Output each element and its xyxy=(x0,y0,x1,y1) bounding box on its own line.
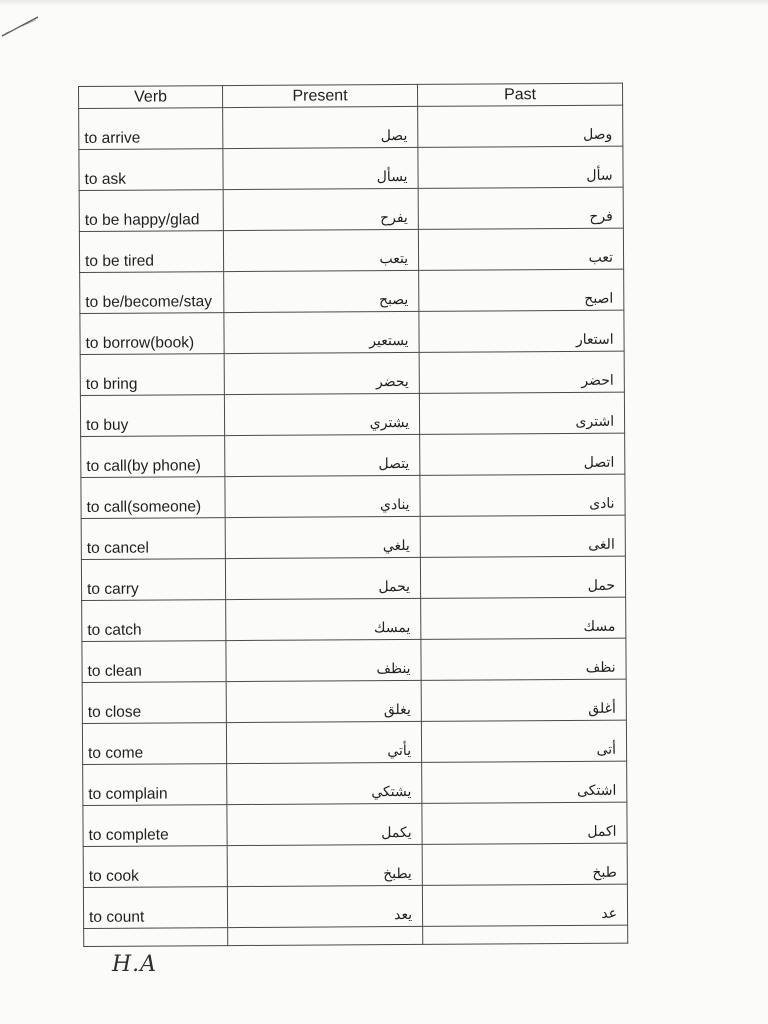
table-row xyxy=(80,310,624,354)
verb-cell: to bring xyxy=(80,354,224,396)
table-row xyxy=(79,146,623,190)
present-cell: يستعير xyxy=(224,311,419,353)
past-cell: استعار xyxy=(419,310,624,352)
present-cell: يشتري xyxy=(224,393,419,435)
table-row xyxy=(80,351,624,395)
table-row xyxy=(81,515,625,559)
verb-cell: to call(by phone) xyxy=(81,436,225,478)
verb-cell: to close xyxy=(82,682,226,724)
past-cell: حمل xyxy=(420,556,625,598)
verb-cell: to carry xyxy=(81,559,225,601)
table-body xyxy=(79,105,628,946)
empty-table-row xyxy=(84,925,628,946)
table-row xyxy=(82,679,626,723)
verb-cell: to be happy/glad xyxy=(79,190,223,232)
table-row xyxy=(82,638,626,682)
verb-cell: to arrive xyxy=(79,108,223,150)
past-cell: الغى xyxy=(420,515,625,557)
header-verb: Verb xyxy=(79,86,223,109)
table-row xyxy=(81,556,625,600)
verb-cell: to complete xyxy=(83,805,227,847)
table-row xyxy=(83,884,627,928)
table-row xyxy=(79,228,623,272)
present-cell: يصل xyxy=(223,106,418,148)
present-cell: يكمل xyxy=(227,803,422,845)
verb-cell: to borrow(book) xyxy=(80,313,224,355)
pen-stroke-mark xyxy=(0,0,60,40)
past-cell: عد xyxy=(422,884,627,926)
past-cell: تعب xyxy=(418,228,623,270)
present-cell: ينادي xyxy=(225,475,420,517)
verb-cell: to be tired xyxy=(79,231,223,273)
present-cell: يشتكي xyxy=(227,762,422,804)
present-cell: يمسك xyxy=(226,598,421,640)
present-cell: يغلق xyxy=(226,680,421,722)
past-cell: سأل xyxy=(418,146,623,188)
past-cell: احضر xyxy=(419,351,624,393)
past-cell: اشتكى xyxy=(422,761,627,803)
table-row xyxy=(79,187,623,231)
empty-cell xyxy=(84,928,228,947)
table-row xyxy=(83,761,627,805)
present-cell: يتعب xyxy=(223,229,418,271)
present-cell: يلغي xyxy=(225,516,420,558)
past-cell: مسك xyxy=(421,597,626,639)
past-cell: اصبح xyxy=(419,269,624,311)
verb-cell: to complain xyxy=(83,764,227,806)
verb-cell: to buy xyxy=(80,395,224,437)
verb-cell: to come xyxy=(82,723,226,765)
present-cell: يسأل xyxy=(223,147,418,189)
present-cell: يفرح xyxy=(223,188,418,230)
table-row xyxy=(80,392,624,436)
present-cell: يطبخ xyxy=(227,844,422,886)
past-cell: نادى xyxy=(420,474,625,516)
table-row xyxy=(80,269,624,313)
past-cell: اكمل xyxy=(422,802,627,844)
verb-cell: to cook xyxy=(83,846,227,888)
verb-cell: to count xyxy=(83,887,227,929)
present-cell: يأتي xyxy=(226,721,421,763)
table-row xyxy=(82,720,626,764)
verb-cell: to ask xyxy=(79,149,223,191)
past-cell: نظف xyxy=(421,638,626,680)
table-row xyxy=(81,433,625,477)
table-row xyxy=(83,802,627,846)
present-cell: يحمل xyxy=(225,557,420,599)
past-cell: أغلق xyxy=(421,679,626,721)
present-cell: يعد xyxy=(227,885,422,927)
table-row xyxy=(83,843,627,887)
past-cell: اتصل xyxy=(420,433,625,475)
verb-conjugation-table xyxy=(78,83,628,947)
header-past: Past xyxy=(417,83,622,106)
empty-cell xyxy=(423,925,628,944)
empty-cell xyxy=(228,926,423,945)
present-cell: يصبح xyxy=(224,270,419,312)
past-cell: أتى xyxy=(421,720,626,762)
past-cell: فرح xyxy=(418,187,623,229)
verb-cell: to cancel xyxy=(81,518,225,560)
verb-cell: to catch xyxy=(82,600,226,642)
present-cell: يتصل xyxy=(225,434,420,476)
table-row xyxy=(79,105,623,149)
scan-edge-shadow xyxy=(0,0,768,6)
verb-cell: to clean xyxy=(82,641,226,683)
past-cell: طبخ xyxy=(422,843,627,885)
header-present: Present xyxy=(223,84,418,107)
table-row xyxy=(81,474,625,518)
past-cell: وصل xyxy=(418,105,623,147)
past-cell: اشترى xyxy=(419,392,624,434)
present-cell: يحضر xyxy=(224,352,419,394)
signature-initials: H.A xyxy=(112,952,158,977)
verb-cell: to be/become/stay xyxy=(80,272,224,314)
table-row xyxy=(82,597,626,641)
verb-cell: to call(someone) xyxy=(81,477,225,519)
present-cell: ينظف xyxy=(226,639,421,681)
